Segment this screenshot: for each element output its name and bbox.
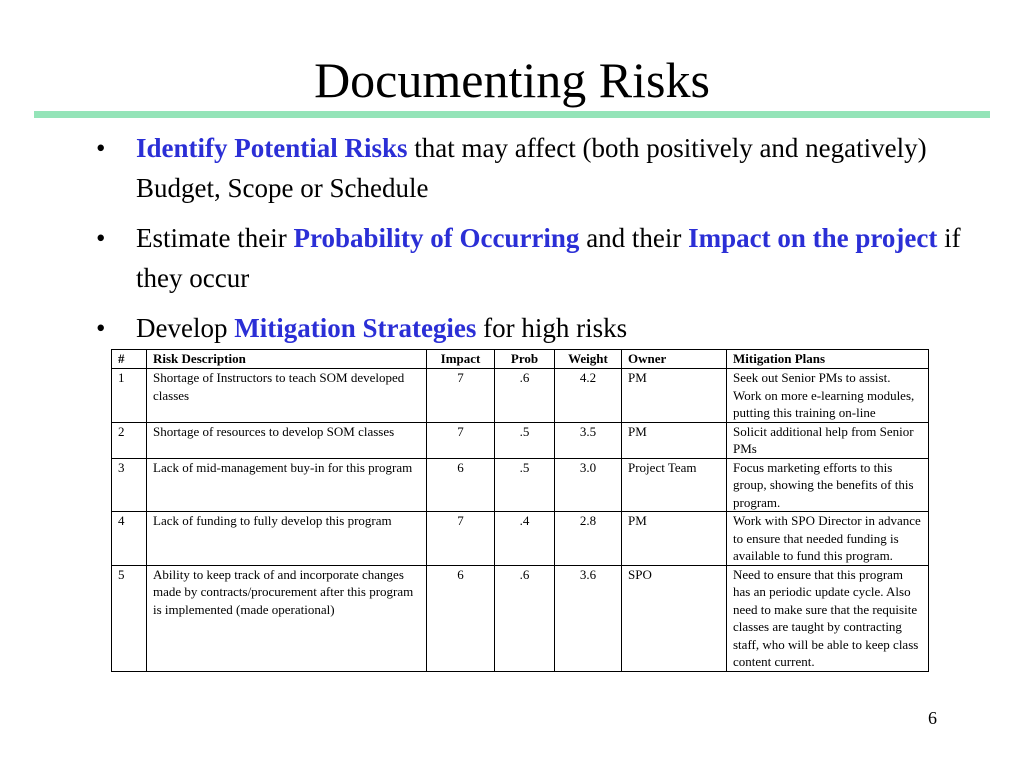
cell-prob: .4 — [495, 512, 555, 566]
column-header-risk-description: Risk Description — [147, 350, 427, 369]
cell-weight: 2.8 — [555, 512, 622, 566]
bullet-item — [96, 218, 976, 298]
bullet-highlight-text: Impact on the project — [688, 223, 938, 253]
cell-mitigation-plans: Solicit additional help from Senior PMs — [727, 422, 929, 458]
cell-risk-number: 2 — [112, 422, 147, 458]
cell-mitigation-plans: Need to ensure that this program has an periodic update cycle. Also need to make sure that the requisite classes are taught by contracting staff, who will be able to keep class content current. — [727, 565, 929, 671]
cell-risk-number: 4 — [112, 512, 147, 566]
cell-prob: .6 — [495, 565, 555, 671]
bullet-dot-icon: • — [96, 133, 106, 163]
risk-table-container — [111, 349, 928, 672]
bullet-highlight-text: Mitigation Strategies — [234, 313, 477, 343]
bullet-highlight-text: Probability of Occurring — [293, 223, 580, 253]
cell-owner: SPO — [622, 565, 727, 671]
column-header-weight: Weight — [555, 350, 622, 369]
bullet-list — [96, 128, 976, 358]
bullet-dot-icon: • — [96, 313, 106, 343]
column-header-risk-number: # — [112, 350, 147, 369]
cell-impact: 7 — [427, 422, 495, 458]
table-header-row — [112, 350, 929, 369]
cell-risk-description: Shortage of Instructors to teach SOM developed classes — [147, 369, 427, 423]
table-body — [112, 369, 929, 672]
title-underline — [34, 111, 990, 118]
cell-impact: 7 — [427, 369, 495, 423]
bullet-text: Develop — [136, 313, 235, 343]
cell-risk-number: 3 — [112, 458, 147, 512]
table-row — [112, 565, 929, 671]
cell-risk-description: Shortage of resources to develop SOM classes — [147, 422, 427, 458]
bullet-item — [96, 128, 976, 208]
cell-owner: Project Team — [622, 458, 727, 512]
cell-risk-number: 1 — [112, 369, 147, 423]
slide-title: Documenting Risks — [314, 52, 710, 108]
bullet-dot-icon: • — [96, 223, 106, 253]
cell-prob: .6 — [495, 369, 555, 423]
cell-weight: 3.0 — [555, 458, 622, 512]
table-row — [112, 369, 929, 423]
bullet-highlight-text: Identify Potential Risks — [136, 133, 408, 163]
cell-mitigation-plans: Work with SPO Director in advance to ensure that needed funding is available to fund this program. — [727, 512, 929, 566]
bullet-text: if they occur — [136, 223, 961, 293]
cell-weight: 3.6 — [555, 565, 622, 671]
cell-weight: 3.5 — [555, 422, 622, 458]
cell-prob: .5 — [495, 458, 555, 512]
cell-owner: PM — [622, 422, 727, 458]
cell-weight: 4.2 — [555, 369, 622, 423]
cell-risk-description: Lack of mid-management buy-in for this program — [147, 458, 427, 512]
cell-impact: 6 — [427, 458, 495, 512]
table-row — [112, 422, 929, 458]
bullet-text: that may affect (both positively and negatively) Budget, Scope or Schedule — [136, 133, 927, 203]
table-row — [112, 512, 929, 566]
page-number: 6 — [928, 708, 937, 728]
cell-risk-description: Lack of funding to fully develop this program — [147, 512, 427, 566]
cell-prob: .5 — [495, 422, 555, 458]
column-header-owner: Owner — [622, 350, 727, 369]
bullet-text: for high risks — [476, 313, 628, 343]
cell-mitigation-plans: Seek out Senior PMs to assist. Work on more e-learning modules, putting this training on-line — [727, 369, 929, 423]
table-row — [112, 458, 929, 512]
bullet-text: Estimate their — [136, 223, 294, 253]
column-header-impact: Impact — [427, 350, 495, 369]
column-header-prob: Prob — [495, 350, 555, 369]
risk-table — [111, 349, 929, 672]
cell-owner: PM — [622, 369, 727, 423]
cell-impact: 6 — [427, 565, 495, 671]
bullet-item — [96, 308, 976, 348]
cell-risk-description: Ability to keep track of and incorporate changes made by contracts/procurement after this program is implemented (made operational) — [147, 565, 427, 671]
cell-risk-number: 5 — [112, 565, 147, 671]
cell-owner: PM — [622, 512, 727, 566]
bullet-text: and their — [579, 223, 689, 253]
cell-mitigation-plans: Focus marketing efforts to this group, showing the benefits of this program. — [727, 458, 929, 512]
column-header-mitigation-plans: Mitigation Plans — [727, 350, 929, 369]
cell-impact: 7 — [427, 512, 495, 566]
